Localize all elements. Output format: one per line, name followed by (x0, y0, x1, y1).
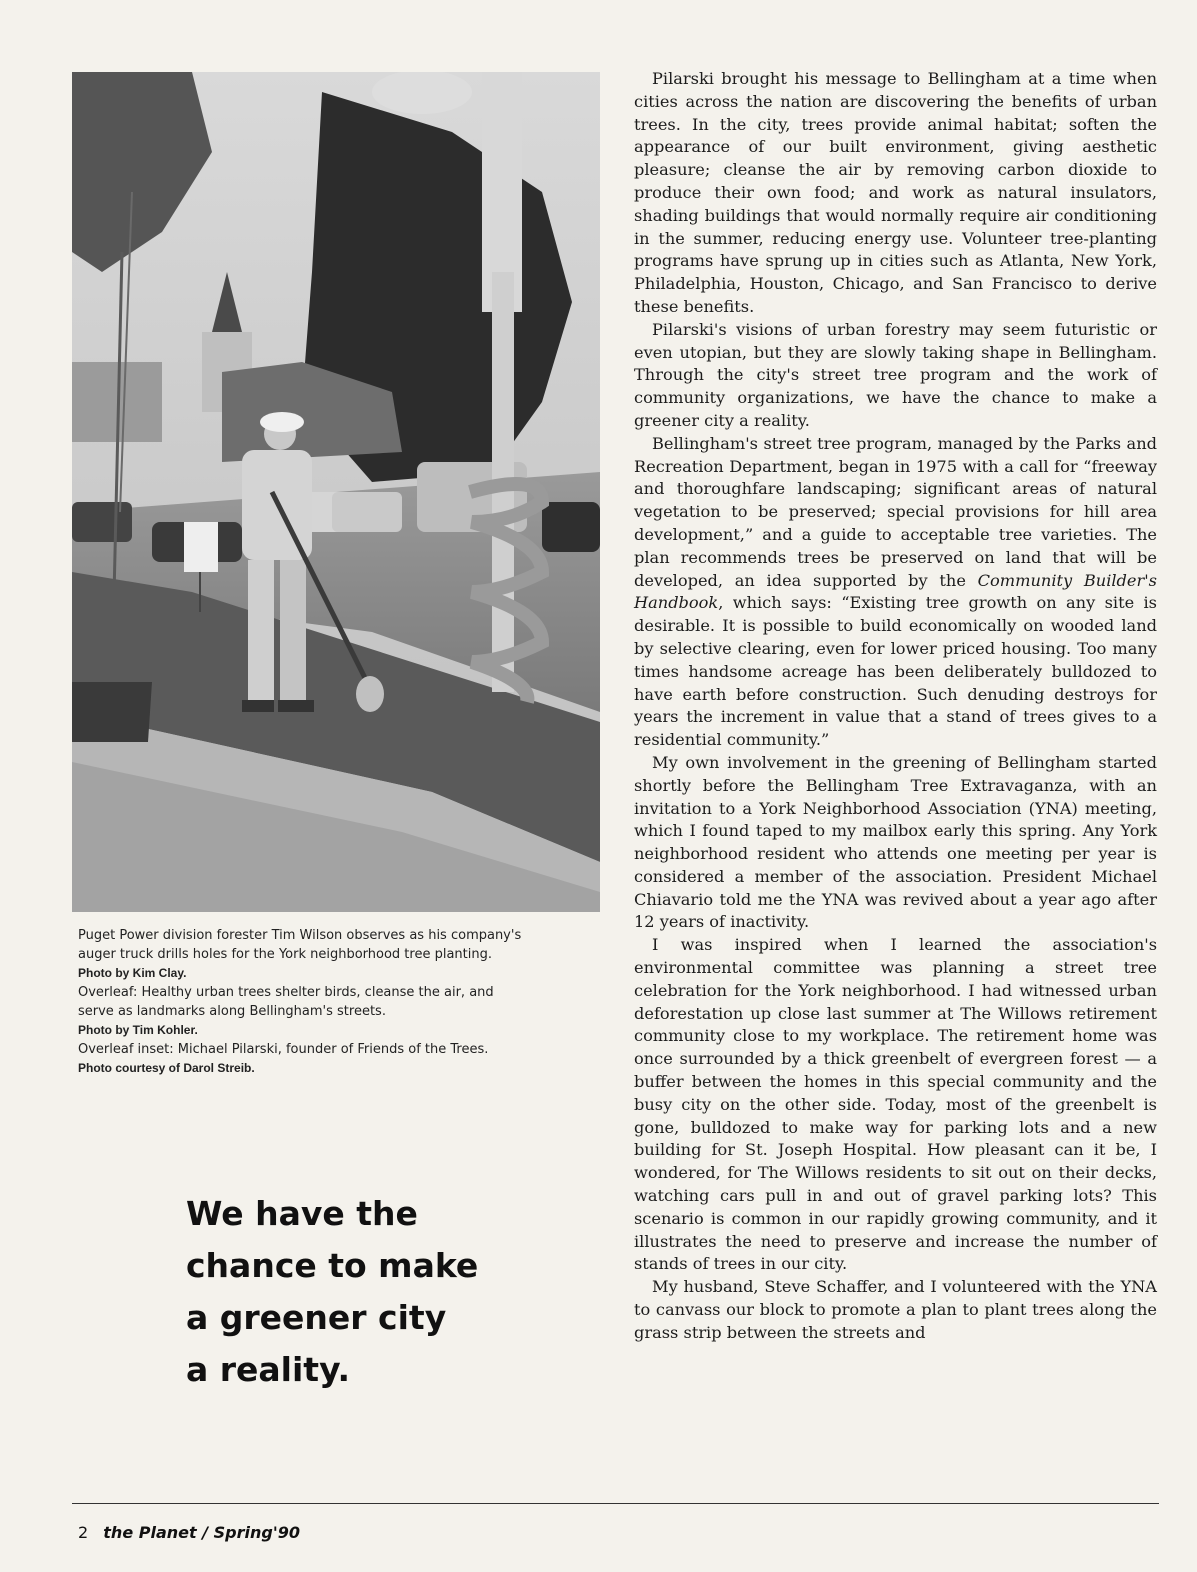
photo-credit: Photo by Kim Clay. (78, 966, 187, 980)
paragraph: Pilarski brought his message to Bellingham at a time when cities across the nation are discovering the benefits of urban trees. In the city, trees provide animal habitat; soften the appearance of our built environment, giving aesthetic pleasure; cleanse the air by removing carbon dioxide to produce their own food; and work as natural insulators, shading buildings that would normally require air conditioning in the summer, reducing energy use. Volunteer tree-planting programs have sprung up in cities such as Atlanta, New York, Philadelphia, Houston, Chicago, and San Francisco to derive these benefits. (634, 69, 1157, 316)
paragraph-text: , which says: “Existing tree growth on any site is desirable. It is possible to build economically on wooded land by selective clearing, even for lower priced housing. Too many times handsome acreage has been deliberately bulldozed to have earth before construction. Such denuding destroys for years the increment in value that a stand of trees gives to a residential community.” (634, 593, 1157, 750)
pull-quote-line: chance to make (186, 1246, 479, 1285)
paragraph: My husband, Steve Schaffer, and I volunteered with the YNA to canvass our block to promote a plan to plant trees along the grass strip between the streets and (634, 1277, 1157, 1342)
photo-caption (78, 926, 598, 1078)
article-body (634, 68, 1157, 1345)
pull-quote (186, 1188, 526, 1396)
caption-line: Overleaf: Healthy urban trees shelter birds, cleanse the air, and (78, 985, 494, 1000)
paragraph: I was inspired when I learned the association's environmental committee was planning a street tree celebration for the York neighborhood. I had witnessed urban deforestation up close last summer at The Willows retirement community close to my workplace. The retirement home was once surrounded by a thick greenbelt of evergreen forest — a buffer between the homes in this special community and the busy city on the other side. Today, most of the greenbelt is gone, bulldozed to make way for parking lots and a new building for St. Joseph Hospital. How pleasant can it be, I wondered, for The Willows residents to sit out on their decks, watching cars pull in and out of gravel parking lots? This scenario is common in our rapidly growing community, and it illustrates the need to preserve and increase the number of stands of trees in our city. (634, 935, 1157, 1274)
pull-quote-line: a greener city (186, 1298, 447, 1337)
photo-credit: Photo courtesy of Darol Streib. (78, 1061, 255, 1075)
pull-quote-line: a reality. (186, 1350, 351, 1389)
paragraph-text: Bellingham's street tree program, managed by the Parks and Recreation Department, began in 1975 with a call for “freeway and thoroughfare landscaping; significant areas of natural vegetation to be preserved; special provisions for hill area development,” and a guide to acceptable tree varieties. The plan recommends trees be preserved on land that will be developed, an idea supported by the (634, 433, 1157, 590)
paragraph (634, 319, 1157, 433)
paragraph-text: Pilarski's visions of urban forestry may seem futuristic or even utopian, but they are slowly taking shape in Bellingham. Through the city's street tree program and the work of community organizations, we have the chance to make a greener city a reality. (634, 319, 1157, 430)
paragraph: My own involvement in the greening of Bellingham started shortly before the Bellingham Tree Extravaganza, with an invitation to a York Neighborhood Association (YNA) meeting, which I found taped to my mailbox early this spring. Any York neighborhood resident who attends one meeting per year is considered a member of the association. President Michael Chiavario told me the YNA was revived about a year ago after 12 years of inactivity. (634, 752, 1157, 932)
footer-rule (72, 1503, 1159, 1504)
caption-line: Overleaf inset: Michael Pilarski, founder of Friends of the Trees. (78, 1042, 489, 1057)
photo-credit: Photo by Tim Kohler. (78, 1023, 198, 1037)
paragraph (634, 433, 1157, 752)
article-photo (72, 72, 600, 912)
book-title: Community Builder's Handbook (634, 570, 1157, 613)
caption-line: serve as landmarks along Bellingham's streets. (78, 1004, 386, 1019)
caption-line: Puget Power division forester Tim Wilson observes as his company's (78, 928, 522, 943)
caption-line: auger truck drills holes for the York neighborhood tree planting. (78, 947, 492, 962)
page-footer (78, 1523, 300, 1542)
page-number: 2 (78, 1523, 89, 1542)
publication-name: the Planet / Spring'90 (103, 1523, 300, 1542)
pull-quote-line: We have the (186, 1194, 418, 1233)
